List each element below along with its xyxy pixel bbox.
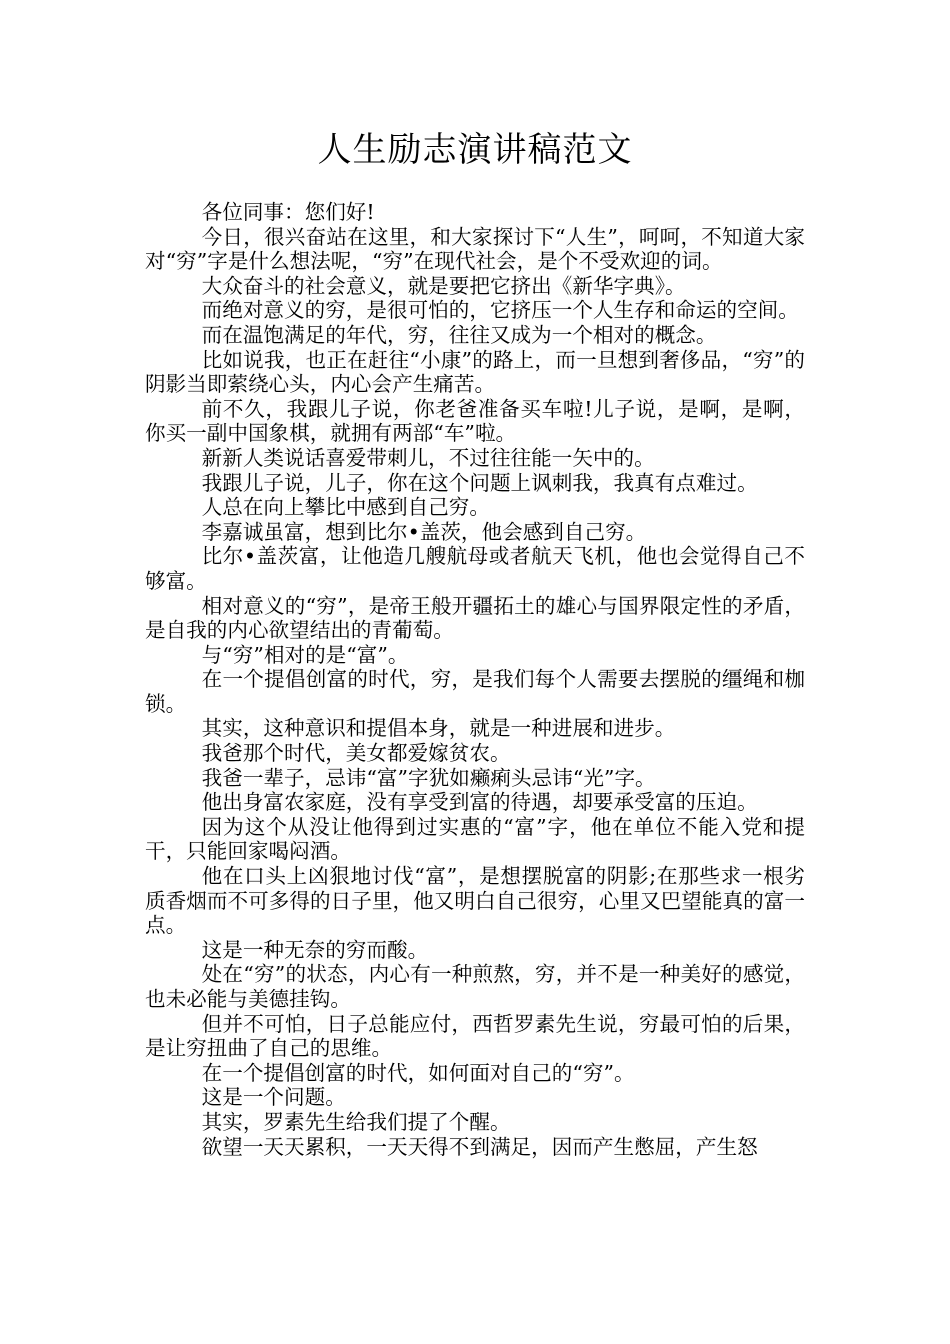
document-title: 人生励志演讲稿范文 bbox=[317, 130, 633, 170]
body-paragraph: 而绝对意义的穷，是很可怕的，它挤压一个人生存和命运的空间。 bbox=[201, 298, 799, 323]
body-paragraph: 比尔•盖茨富，让他造几艘航母或者航天飞机，他也会觉得自己不够富。 bbox=[145, 544, 805, 593]
body-paragraph: 我爸一辈子，忌讳“富”字犹如癞痢头忌讳“光”字。 bbox=[201, 765, 656, 790]
body-paragraph: 其实，这种意识和提倡本身，就是一种进展和进步。 bbox=[201, 716, 676, 741]
body-paragraph: 我跟儿子说，儿子，你在这个问题上讽刺我，我真有点难过。 bbox=[201, 470, 758, 495]
body-paragraph: 我爸那个时代，美女都爱嫁贫农。 bbox=[201, 741, 511, 766]
body-paragraph: 前不久，我跟儿子说，你老爸准备买车啦!儿子说，是啊，是啊，你买一副中国象棋，就拥有两部“车”啦。 bbox=[145, 396, 805, 446]
body-paragraph: 相对意义的“穷”，是帝王般开疆拓土的雄心与国界限定性的矛盾，是自我的内心欲望结出的青葡萄。 bbox=[145, 593, 805, 643]
body-paragraph: 欲望一天天累积，一天天得不到满足，因而产生憋屈，产生怒 bbox=[201, 1134, 758, 1159]
body-paragraph: 各位同事：您们好! bbox=[201, 200, 375, 224]
body-paragraph: 他在口头上凶狠地讨伐“富”，是想摆脱富的阴影;在那些求一根劣质香烟而不可多得的日子里，他又明白自己很穷，心里又巴望能真的富一点。 bbox=[145, 864, 805, 938]
body-paragraph: 人总在向上攀比中感到自己穷。 bbox=[201, 495, 490, 520]
body-paragraph: 这是一种无奈的穷而酸。 bbox=[201, 937, 429, 962]
body-paragraph: 新新人类说话喜爱带刺儿，不过往往能一矢中的。 bbox=[201, 445, 655, 470]
body-paragraph: 与“穷”相对的是“富”。 bbox=[201, 642, 409, 667]
body-paragraph: 处在“穷”的状态，内心有一种煎熬，穷，并不是一种美好的感觉，也未必能与美德挂钩。 bbox=[145, 962, 805, 1011]
body-paragraph: 李嘉诚虽富，想到比尔•盖茨，他会感到自己穷。 bbox=[201, 519, 647, 544]
body-paragraph: 而在温饱满足的年代，穷，往往又成为一个相对的概念。 bbox=[201, 322, 717, 347]
body-paragraph: 在一个提倡创富的时代，如何面对自己的“穷”。 bbox=[201, 1060, 635, 1085]
body-paragraph: 今日，很兴奋站在这里，和大家探讨下“人生”，呵呵，不知道大家对“穷”字是什么想法呢，“穷”在现代社会，是个不受欢迎的词。 bbox=[145, 224, 805, 274]
body-paragraph: 他出身富农家庭，没有享受到富的待遇，却要承受富的压迫。 bbox=[201, 790, 758, 815]
document-body bbox=[145, 200, 805, 1159]
body-paragraph: 在一个提倡创富的时代，穷，是我们每个人需要去摆脱的缰绳和枷锁。 bbox=[145, 667, 805, 716]
body-paragraph: 大众奋斗的社会意义，就是要把它挤出《新华字典》。 bbox=[201, 273, 686, 298]
body-paragraph: 比如说我，也正在赶往“小康”的路上，而一旦想到奢侈品，“穷”的阴影当即萦绕心头，内心会产生痛苦。 bbox=[145, 347, 805, 397]
body-paragraph: 但并不可怕，日子总能应付，西哲罗素先生说，穷最可怕的后果，是让穷扭曲了自己的思维。 bbox=[145, 1011, 805, 1061]
body-paragraph: 因为这个从没让他得到过实惠的“富”字，他在单位不能入党和提干，只能回家喝闷酒。 bbox=[145, 814, 805, 864]
body-paragraph: 这是一个问题。 bbox=[201, 1085, 346, 1110]
body-paragraph: 其实，罗素先生给我们提了个醒。 bbox=[201, 1109, 511, 1134]
